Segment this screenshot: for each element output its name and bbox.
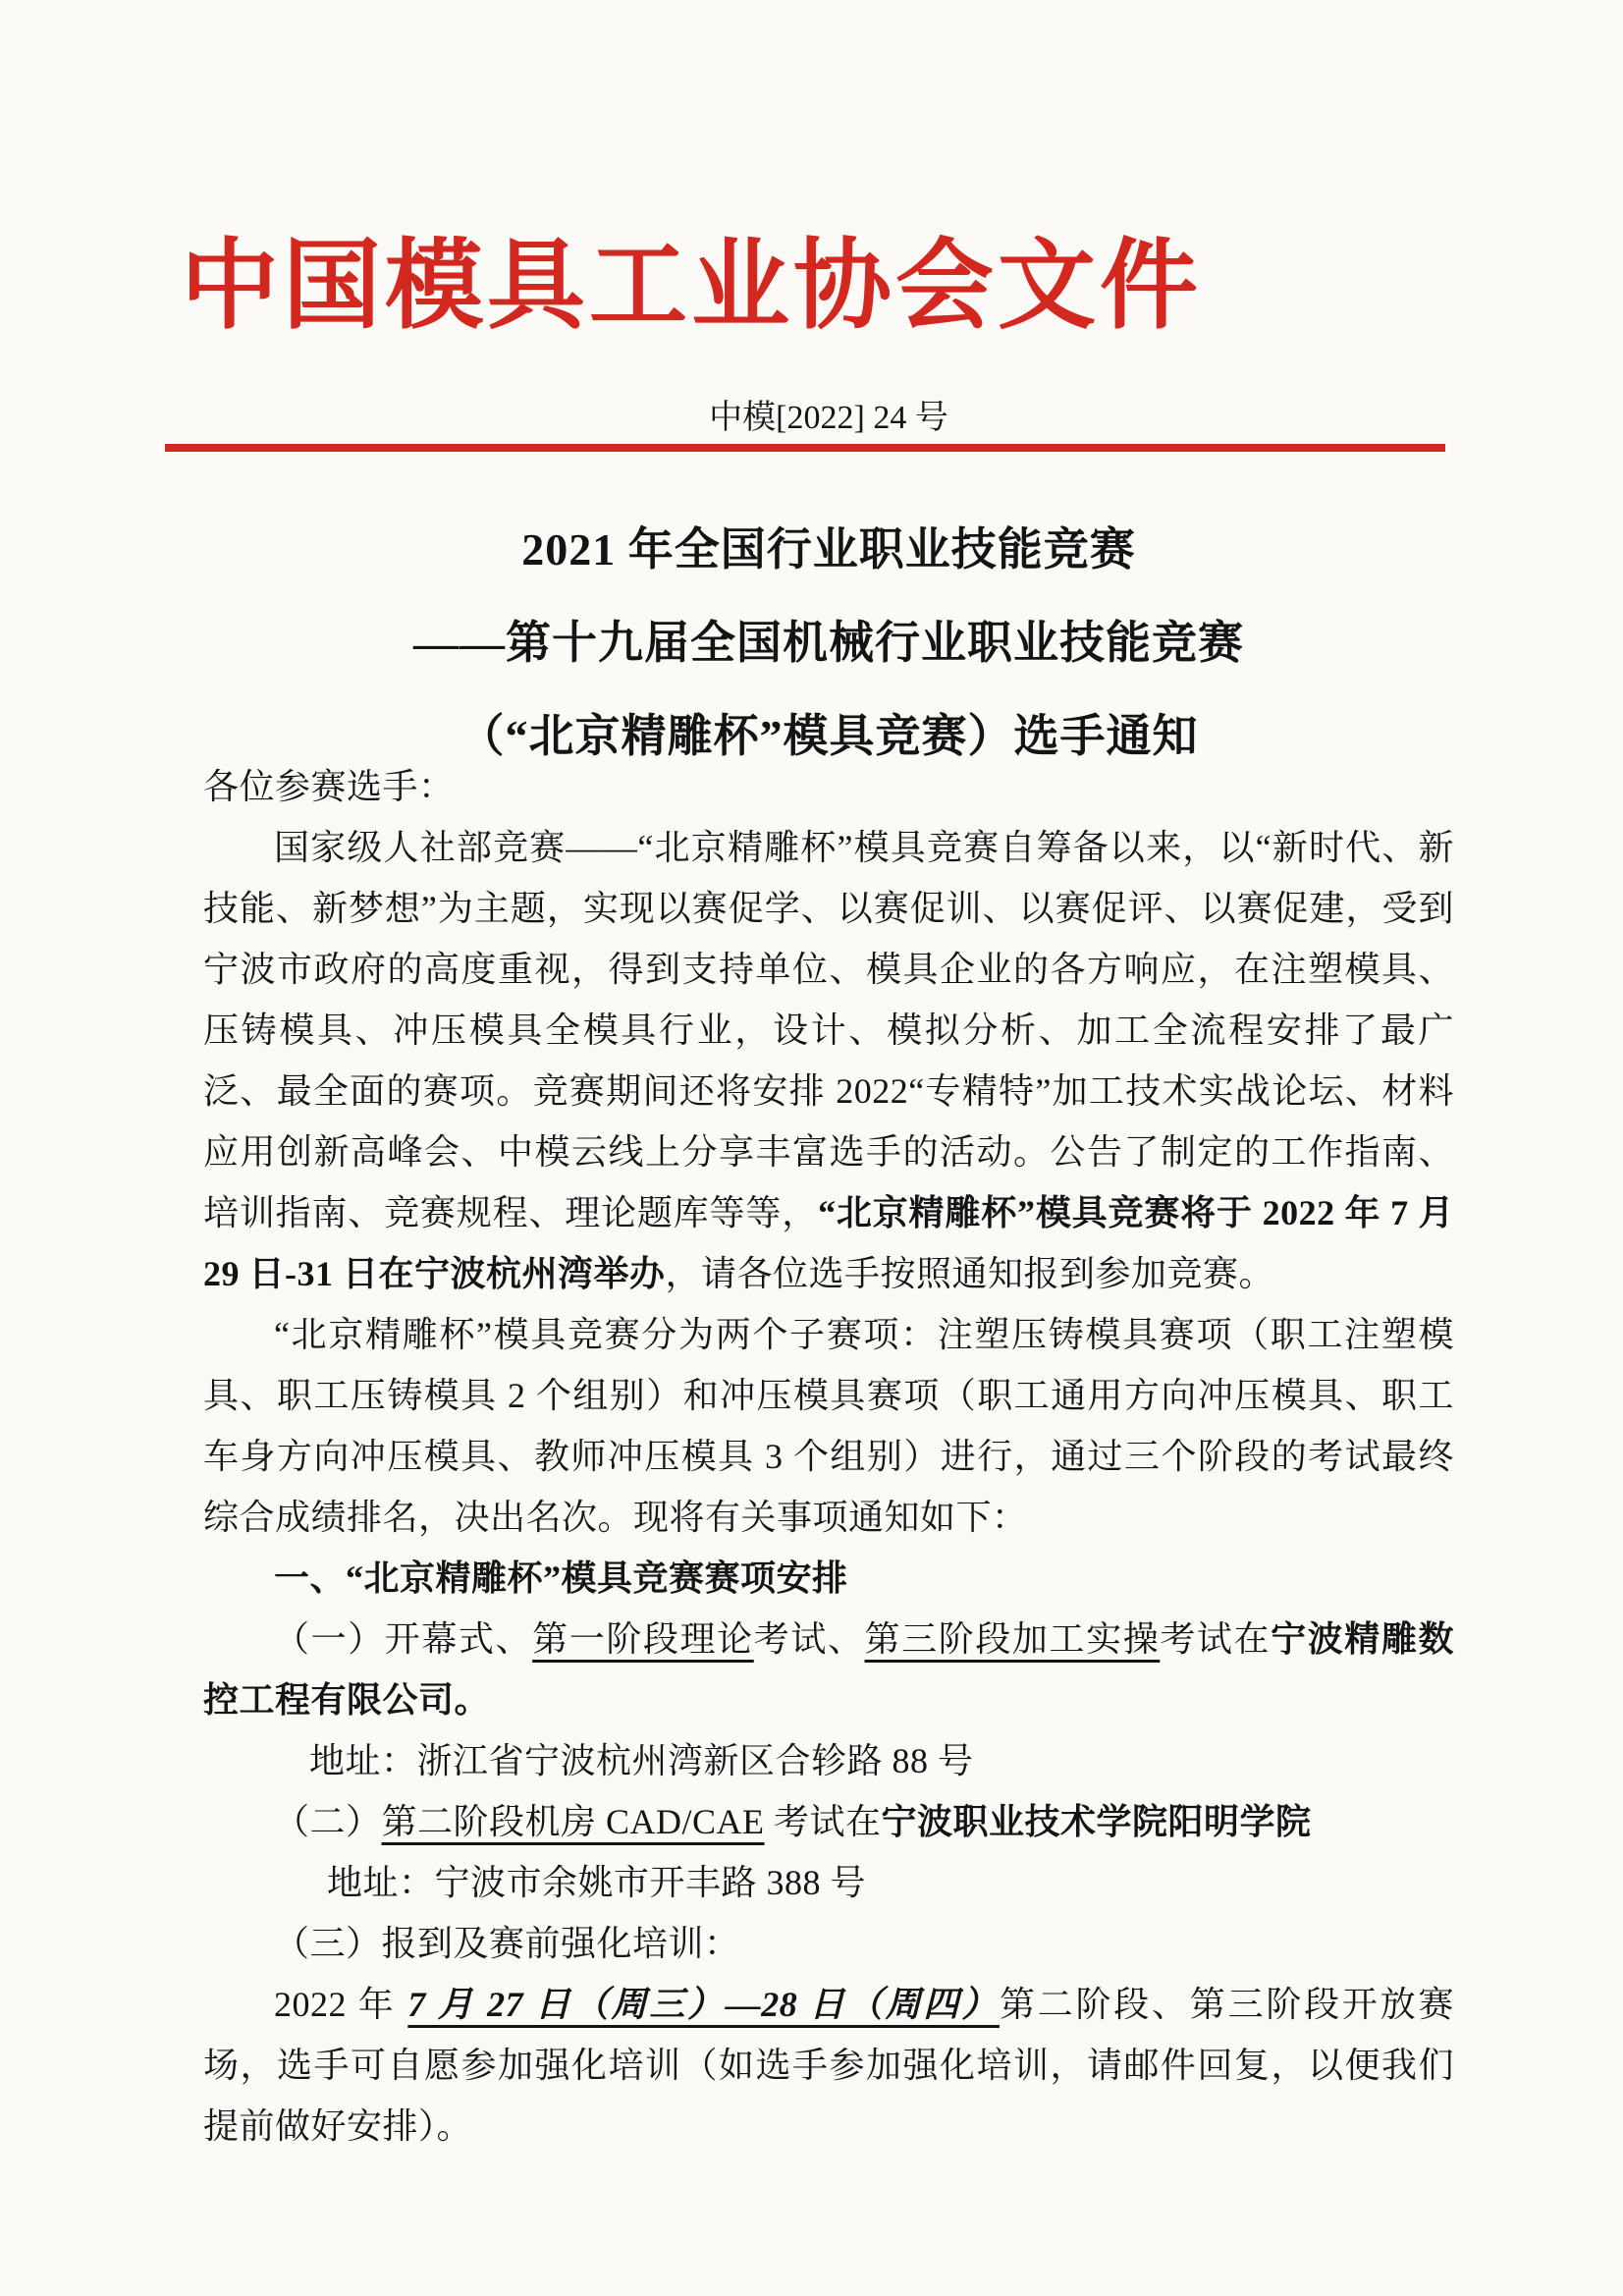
text-segment: （一）开幕式、: [274, 1619, 533, 1659]
para-training: [203, 1974, 1454, 2157]
text-segment: “北京精雕杯”模具竞赛将于 2022 年 7 月 29 日-31 日在宁波杭州湾举办: [203, 1193, 1454, 1293]
text-segment: “北京精雕杯”模具竞赛分为两个子赛项：注塑压铸模具赛项（职工注塑模具、职工压铸模具 2 个组别）和冲压模具赛项（职工通用方向冲压模具、职工车身方向冲压模具、教师冲压模具 3 个组别）进行，通过三个阶段的考试最终综合成绩排名，决出名次。现将有关事项通知如下：: [203, 1315, 1454, 1537]
text-segment: 第二阶段机房 CAD/CAE: [381, 1802, 765, 1841]
notice-title: [203, 503, 1454, 783]
section-heading-1: [203, 1548, 1454, 1609]
text-segment: 第二阶段、第三阶段开放赛场，选手可自愿参加强化培训（如选手参加强化培训，请邮件回复，以便我们提前做好安排）。: [203, 1985, 1454, 2146]
text-segment: 地址：浙江省宁波杭州湾新区合轸路 88 号: [309, 1741, 974, 1780]
text-segment: （三）报到及赛前强化培训：: [274, 1924, 740, 1963]
text-segment: 2022 年: [274, 1985, 408, 2024]
salutation: [203, 756, 1454, 817]
text-segment: 考试、: [753, 1619, 865, 1659]
notice-title-line-1: 2021 年全国行业职业技能竞赛: [521, 524, 1136, 574]
text-segment: 宁波精雕数控工程有限公司。: [203, 1619, 1454, 1720]
address-1: [203, 1730, 1454, 1791]
text-segment: 一、“北京精雕杯”模具竞赛赛项安排: [274, 1558, 848, 1598]
text-segment: 7 月 27 日（周三）—28 日（周四）: [407, 1985, 1000, 2024]
text-segment: 地址：宁波市余姚市开丰路 388 号: [327, 1863, 867, 1902]
item-1: [203, 1609, 1454, 1730]
item-2: [203, 1791, 1454, 1852]
letterhead-title: 中国模具工业协会文件: [181, 232, 1202, 341]
text-segment: 宁波职业技术学院阳明学院: [881, 1802, 1312, 1841]
para-intro: [203, 817, 1454, 1304]
text-segment: 各位参赛选手：: [203, 767, 455, 806]
notice-title-line-2: ——第十九届全国机械行业职业技能竞赛: [413, 618, 1244, 668]
notice-title-line-3: （“北京精雕杯”模具竞赛）选手通知: [459, 711, 1199, 761]
item-3: [203, 1913, 1454, 1974]
address-2: [203, 1852, 1454, 1913]
document-number: 中模[2022] 24 号: [709, 400, 948, 436]
document-body: [203, 756, 1454, 2157]
text-segment: 考试在: [1160, 1619, 1271, 1659]
para-subevents: [203, 1304, 1454, 1548]
text-segment: （二）: [274, 1802, 382, 1841]
text-segment: 第一阶段理论: [532, 1619, 754, 1659]
text-segment: 考试在: [764, 1802, 882, 1841]
red-divider-rule: [165, 444, 1445, 452]
text-segment: 第三阶段加工实操: [864, 1619, 1161, 1659]
text-segment: ，请各位选手按照通知报到参加竞赛。: [665, 1254, 1275, 1293]
text-segment: 国家级人社部竞赛——“北京精雕杯”模具竞赛自筹备以来，以“新时代、新技能、新梦想”为主题，实现以赛促学、以赛促训、以赛促评、以赛促建，受到宁波市政府的高度重视，得到支持单位、模具企业的各方响应，在注塑模具、压铸模具、冲压模具全模具行业，设计、模拟分析、加工全流程安排了最广泛、最全面的赛项。竞赛期间还将安排 2022“专精特”加工技术实战论坛、材料应用创新高峰会、中模云线上分享丰富选手的活动。公告了制定的工作指南、培训指南、竞赛规程、理论题库等等，: [203, 828, 1454, 1232]
